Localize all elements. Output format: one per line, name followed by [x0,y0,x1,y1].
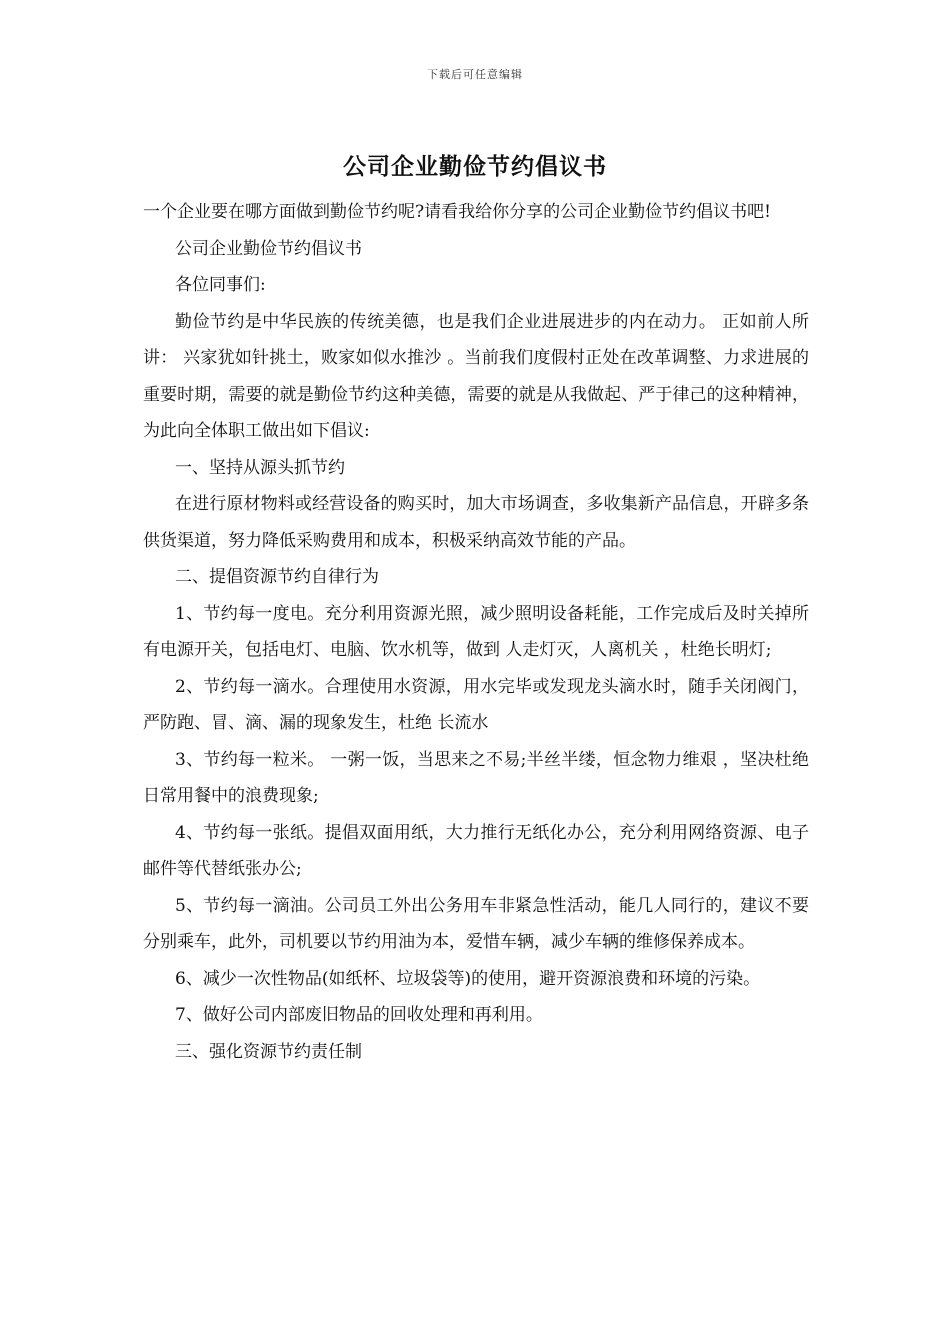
subtitle-line: 公司企业勤俭节约倡议书 [175,238,362,259]
item-3-paragraph: 3、节约每一粒米。 一粥一饭，当思来之不易;半丝半缕，恒念物力维艰 ，坚决杜绝日常用餐中的浪费现象; [143,749,809,806]
item-7-paragraph: 7、做好公司内部废旧物品的回收处理和再利用。 [175,1005,543,1025]
document-title: 公司企业勤俭节约倡议书 [343,153,607,180]
section-1-paragraph: 在进行原材物料或经营设备的购买时，加大市场调查，多收集新产品信息，开辟多条供货渠道，努力降低采购费用和成本，积极采纳高效节能的产品。 [143,494,809,551]
document-body [143,194,809,1070]
item-2-paragraph: 2、节约每一滴水。合理使用水资源，用水完毕或发现龙头滴水时，随手关闭阀门，严防跑、冒、滴、漏的现象发生，杜绝 长流水 [143,676,809,733]
opening-paragraph: 勤俭节约是中华民族的传统美德，也是我们企业进展进步的内在动力。 正如前人所讲： 兴家犹如针挑土，败家如似水推沙 。当前我们度假村正处在改革调整、力求进展的重要时期，需要的就是勤俭节约这种美德，需要的就是从我做起、严于律己的这种精神，为此向全体职工做出如下倡议: [143,311,809,441]
item-6-paragraph: 6、减少一次性物品(如纸杯、垃圾袋等)的使用，避开资源浪费和环境的污染。 [175,968,761,989]
section-heading-3: 三、强化资源节约责任制 [175,1041,362,1062]
item-4-paragraph: 4、节约每一张纸。提倡双面用纸，大力推行无纸化办公，充分利用网络资源、电子邮件等代替纸张办公; [143,822,809,879]
header-note: 下载后可任意编辑 [427,68,523,81]
section-heading-2: 二、提倡资源节约自律行为 [175,567,379,587]
item-5-paragraph: 5、节约每一滴油。公司员工外出公务用车非紧急性活动，能几人同行的，建议不要分别乘车，此外，司机要以节约用油为本，爱惜车辆，减少车辆的维修保养成本。 [143,895,809,952]
intro-paragraph: 一个企业要在哪方面做到勤俭节约呢?请看我给你分享的公司企业勤俭节约倡议书吧! [143,202,771,222]
salutation: 各位同事们: [175,275,266,295]
item-1-paragraph: 1、节约每一度电。充分利用资源光照，减少照明设备耗能，工作完成后及时关掉所有电源开关，包括电灯、电脑、饮水机等，做到 人走灯灭，人离机关 ，杜绝长明灯; [143,603,809,660]
section-heading-1: 一、坚持从源头抓节约 [175,457,345,478]
